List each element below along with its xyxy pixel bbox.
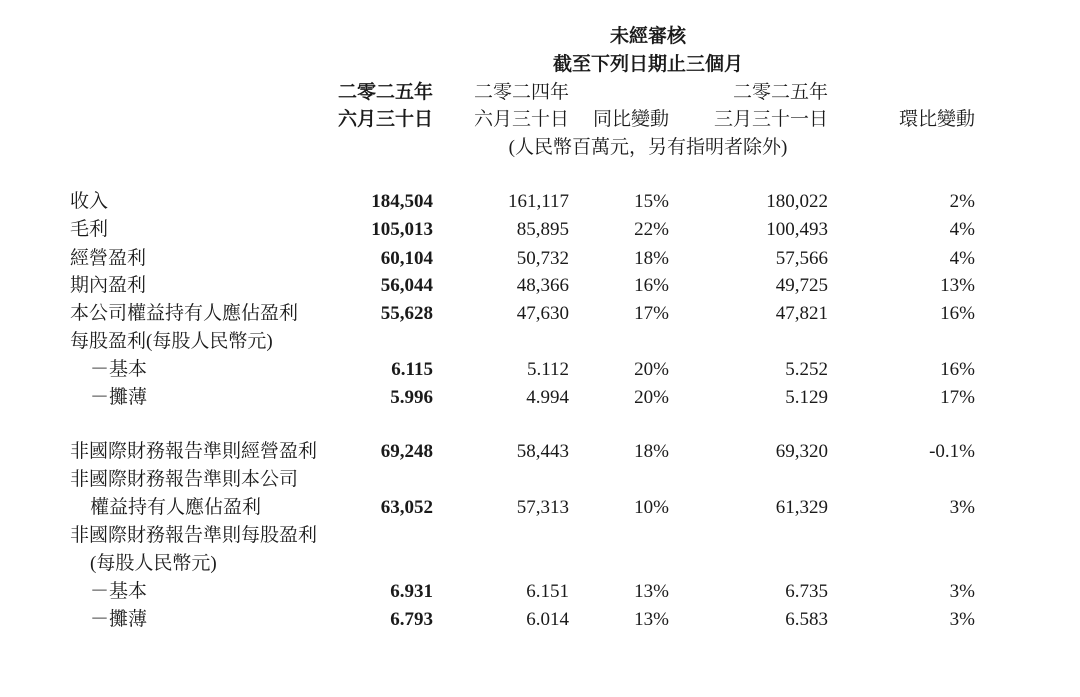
cell-q2-2025: 184,504 <box>371 191 433 212</box>
cell-yoy-change: 15% <box>634 191 669 212</box>
row-label: 經營盈利 <box>70 248 147 269</box>
cell-qoq-change: 3% <box>949 497 975 518</box>
cell-q2-2025: 5.996 <box>390 387 433 408</box>
cell-q1-2025: 47,821 <box>775 303 828 324</box>
cell-yoy-change: 13% <box>634 609 669 630</box>
cell-qoq-change: 3% <box>949 581 975 602</box>
column-header-date-yoy-change: 同比變動 <box>592 109 669 130</box>
row-label: 本公司權益持有人應佔盈利 <box>70 303 299 324</box>
row-label: 非國際財務報告準則經營盈利 <box>70 441 318 462</box>
cell-q2-2025: 6.793 <box>390 609 433 630</box>
cell-q2-2025: 55,628 <box>380 303 433 324</box>
cell-q1-2025: 49,725 <box>775 275 828 296</box>
cell-q2-2024: 57,313 <box>516 497 569 518</box>
cell-q2-2025: 56,044 <box>380 275 433 296</box>
cell-qoq-change: 4% <box>949 248 975 269</box>
cell-q2-2024: 85,895 <box>516 219 569 240</box>
cell-q2-2024: 48,366 <box>516 275 569 296</box>
column-header-date-q2-2025: 六月三十日 <box>337 109 433 130</box>
row-label: －基本 <box>90 581 148 602</box>
cell-q1-2025: 61,329 <box>775 497 828 518</box>
cell-q2-2025: 6.115 <box>391 359 433 380</box>
cell-yoy-change: 18% <box>634 441 669 462</box>
cell-qoq-change: 4% <box>949 219 975 240</box>
cell-q2-2024: 161,117 <box>507 191 569 212</box>
cell-q2-2025: 63,052 <box>380 497 433 518</box>
cell-q1-2025: 57,566 <box>775 248 828 269</box>
cell-qoq-change: 17% <box>940 387 975 408</box>
row-label: －基本 <box>90 359 148 380</box>
cell-q2-2025: 60,104 <box>380 248 433 269</box>
cell-q1-2025: 5.252 <box>785 359 828 380</box>
table-title: 未經審核 <box>609 26 687 47</box>
column-header-date-qoq-change: 環比變動 <box>898 109 975 130</box>
cell-yoy-change: 10% <box>634 497 669 518</box>
cell-q2-2024: 5.112 <box>526 359 569 380</box>
cell-qoq-change: 16% <box>940 359 975 380</box>
row-label: －攤薄 <box>90 387 148 408</box>
cell-q2-2024: 50,732 <box>516 248 569 269</box>
cell-q2-2024: 58,443 <box>516 441 569 462</box>
row-label: 非國際財務報告準則本公司 <box>70 469 299 490</box>
cell-q1-2025: 6.735 <box>785 581 828 602</box>
unit-note: (人民幣百萬元，另有指明者除外) <box>508 137 788 158</box>
column-header-date-q2-2024: 六月三十日 <box>473 109 569 130</box>
row-label: 非國際財務報告準則每股盈利 <box>70 525 318 546</box>
row-label: 權益持有人應佔盈利 <box>90 497 262 518</box>
row-label: 毛利 <box>70 219 109 240</box>
cell-qoq-change: -0.1% <box>929 441 975 462</box>
cell-q2-2024: 4.994 <box>526 387 569 408</box>
cell-q2-2025: 69,248 <box>380 441 433 462</box>
column-header-date-q1-2025: 三月三十一日 <box>713 109 828 130</box>
cell-yoy-change: 16% <box>634 275 669 296</box>
cell-q1-2025: 100,493 <box>766 219 828 240</box>
cell-q2-2025: 105,013 <box>371 219 433 240</box>
cell-q2-2025: 6.931 <box>390 581 433 602</box>
cell-qoq-change: 2% <box>949 191 975 212</box>
cell-q1-2025: 180,022 <box>766 191 828 212</box>
cell-q1-2025: 69,320 <box>775 441 828 462</box>
row-label: －攤薄 <box>90 609 148 630</box>
row-label: 每股盈利(每股人民幣元) <box>70 331 273 352</box>
cell-yoy-change: 13% <box>634 581 669 602</box>
cell-qoq-change: 16% <box>940 303 975 324</box>
cell-yoy-change: 17% <box>634 303 669 324</box>
column-header-year-q1-2025: 二零二五年 <box>732 82 828 103</box>
cell-q1-2025: 5.129 <box>785 387 828 408</box>
cell-q2-2024: 6.151 <box>526 581 569 602</box>
row-label: (每股人民幣元) <box>90 553 217 574</box>
row-label: 收入 <box>70 191 109 212</box>
column-header-year-q2-2024: 二零二四年 <box>473 82 569 103</box>
table-subtitle: 截至下列日期止三個月 <box>552 54 744 75</box>
cell-yoy-change: 20% <box>634 387 669 408</box>
cell-q2-2024: 47,630 <box>516 303 569 324</box>
column-header-year-q2-2025: 二零二五年 <box>337 82 433 103</box>
cell-q1-2025: 6.583 <box>785 609 828 630</box>
cell-yoy-change: 20% <box>634 359 669 380</box>
cell-q2-2024: 6.014 <box>526 609 569 630</box>
cell-yoy-change: 18% <box>634 248 669 269</box>
row-label: 期內盈利 <box>70 275 147 296</box>
cell-qoq-change: 3% <box>949 609 975 630</box>
cell-qoq-change: 13% <box>940 275 975 296</box>
cell-yoy-change: 22% <box>634 219 669 240</box>
